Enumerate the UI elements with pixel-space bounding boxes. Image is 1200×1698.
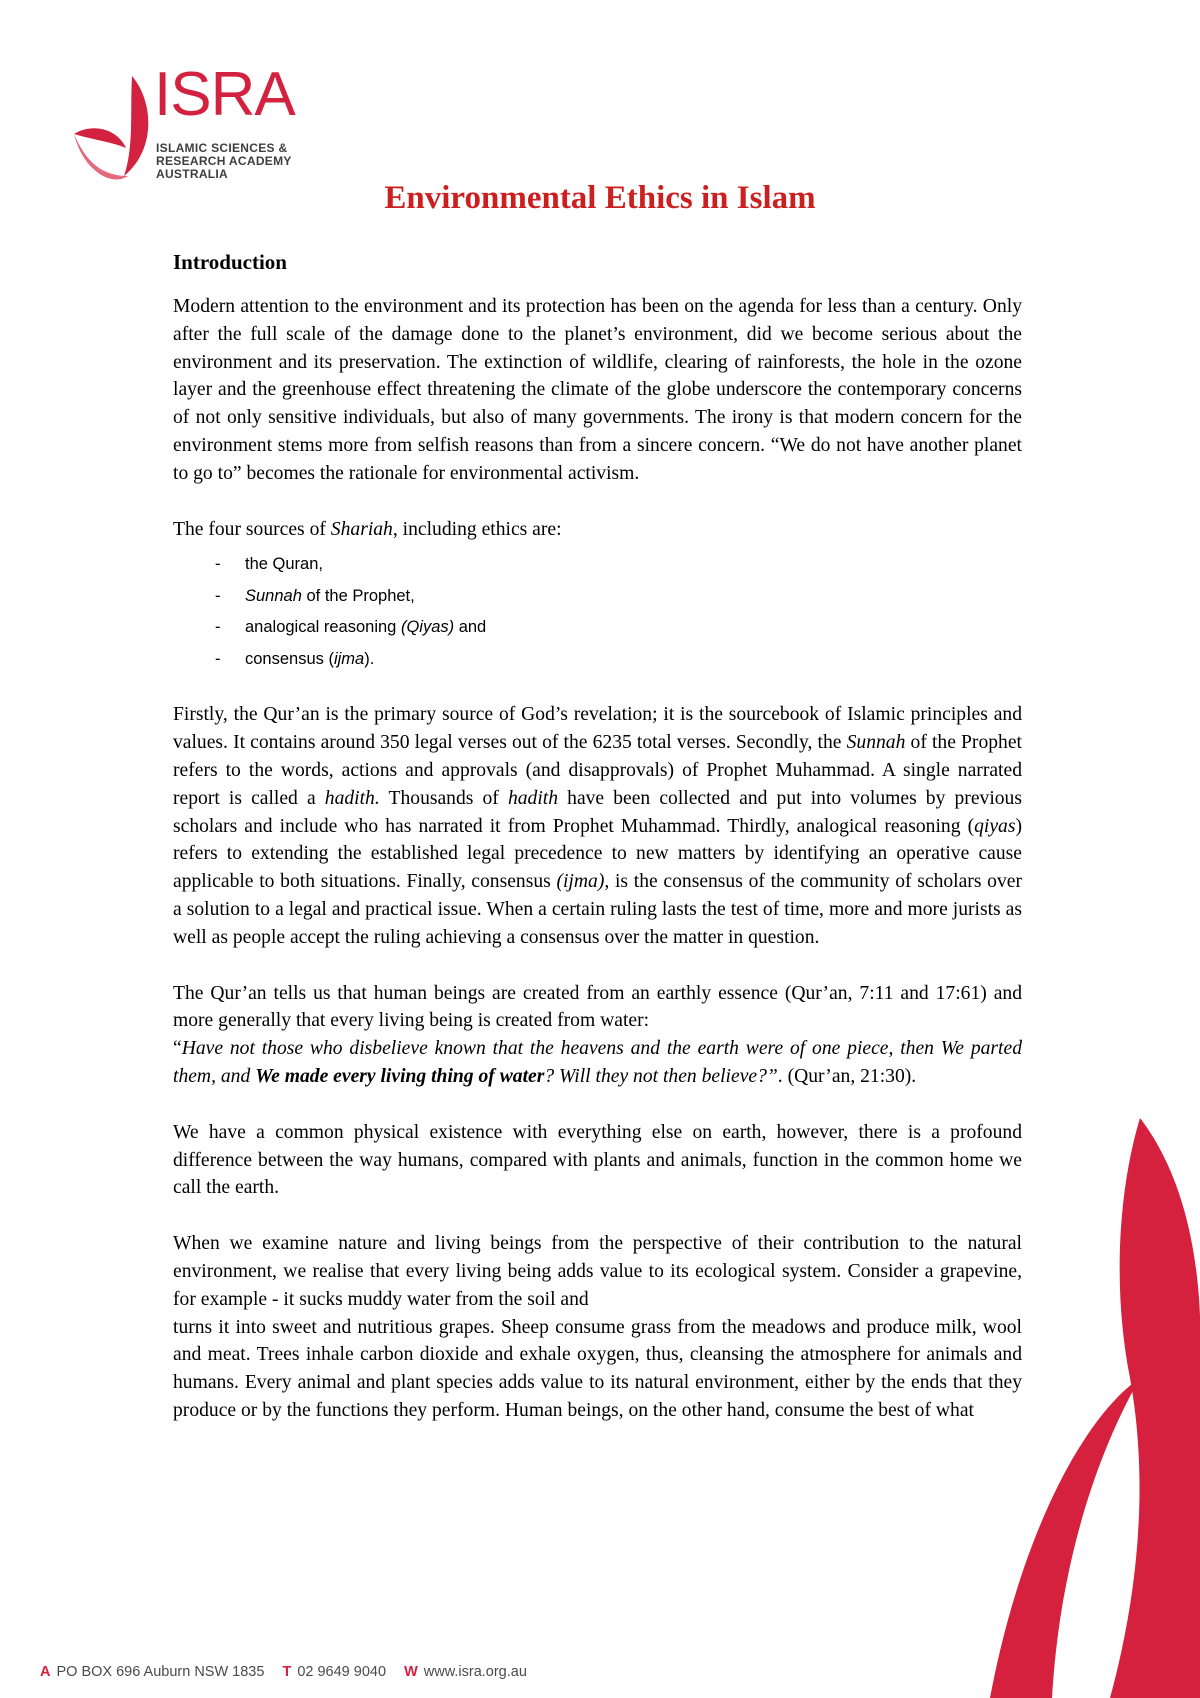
text-run: Thousands of (379, 787, 508, 809)
footer-address-key: A (40, 1664, 51, 1680)
text-run: Firstly, the Qur’an is the primary source of God’s revelation; it is the sourcebook of Islamic principles and values. It contains around 350 legal verses out of the 6235 total verses. Secondly, the (173, 704, 1022, 754)
footer-phone: 02 9649 9040 (297, 1664, 387, 1680)
page-title: Environmental Ethics in Islam (384, 180, 816, 216)
footer-web-key: W (404, 1664, 418, 1680)
list-text: the Quran, (245, 555, 323, 574)
paragraph-contribution: When we examine nature and living beings from the perspective of their contribution to the natural environment, we realise that every living being adds value to its ecological system. Consider a grapevine, for example - it sucks muddy water from the soil and (173, 1233, 1022, 1310)
quote-emphasis: We made every living thing of water (255, 1065, 545, 1087)
list-item (173, 644, 1022, 676)
document-body (173, 250, 1022, 1453)
text-run: , including ethics are: (392, 518, 562, 540)
emphasis: (ijma) (556, 871, 605, 893)
footer-contact (40, 1664, 541, 1680)
emphasis: hadith. (324, 787, 380, 809)
text-run: ) refers to extending the established legal precedence to new matters by identifying an operative cause applicable to both situations. Finally, consensus (173, 815, 1022, 893)
text-run: The four sources of (173, 518, 331, 540)
emphasis: ijma (333, 649, 365, 668)
emphasis: (Qiyas) (400, 618, 455, 637)
section-heading: Introduction (173, 250, 287, 274)
footer-address: PO BOX 696 Auburn NSW 1835 (56, 1664, 265, 1680)
logo-subtitle-line: RESEARCH ACADEMY (156, 154, 292, 168)
list-text: ). (364, 649, 375, 668)
list-item (173, 581, 1022, 613)
paragraph-quran-quote (173, 980, 1022, 1091)
text-run: , is the consensus of the community of scholars over a solution to a legal and practical issue. When a certain ruling lasts the test of time, more and more jurists as well as people accept the ruling achieving a consensus over the matter in question. (173, 871, 1022, 948)
logo-subtitle-line: ISLAMIC SCIENCES & (156, 141, 288, 155)
paragraph-intro: Modern attention to the environment and its protection has been on the agenda for less than a century. Only after the full scale of the damage done to the planet’s environment, did we become serious about the environment and its preservation. The extinction of wildlife, clearing of rainforests, the hole in the ozone layer and the greenhouse effect threatening the climate of the globe underscore the contemporary concerns of not only sensitive individuals, but also of many governments. The irony is that modern concern for the environment stems more from selfish reasons than from a sincere concern. “We do not have another planet to go to” becomes the rationale for environmental activism. (173, 296, 1022, 484)
emphasis: Shariah (330, 518, 393, 540)
list-text: of the Prophet, (301, 586, 415, 605)
quote-text: Have not those who disbelieve known that the heavens and the earth were of one piece, then We parted them, and (173, 1038, 1022, 1087)
sources-intro (173, 516, 1022, 544)
text-run: The Qur’an tells us that human beings are created from an earthly essence (Qur’an, 7:11 and 17:61) and more generally that every living being is created from water: (173, 982, 1022, 1032)
list-text: analogical reasoning (245, 618, 401, 637)
paragraph-contribution-cont: turns it into sweet and nutritious grapes. Sheep consume grass from the meadows and produce milk, wool and meat. Trees inhale carbon dioxide and exhale oxygen, thus, cleansing the atmosphere for animals and humans. Every animal and plant species adds value to its natural environment, either by the ends that they produce or by the functions they perform. Human beings, on the other hand, consume the best of what (173, 1316, 1022, 1421)
logo-subtitle (156, 142, 292, 181)
list-text: consensus ( (245, 649, 334, 668)
paragraph-common-existence: We have a common physical existence with everything else on earth, however, there is a profound difference between the way humans, compared with plants and animals, function in the common home we call the earth. (173, 1121, 1022, 1199)
logo-subtitle-line: AUSTRALIA (156, 167, 229, 181)
paragraph-sources (173, 701, 1022, 951)
list-item (173, 612, 1022, 644)
butterfly-logo-icon (72, 72, 162, 190)
sources-list (173, 549, 1022, 675)
emphasis: qiyas (974, 815, 1016, 837)
quote-text: ? Will they not then believe?” (544, 1065, 778, 1087)
emphasis: hadith (507, 787, 559, 809)
footer-phone-key: T (282, 1664, 292, 1680)
emphasis: Sunnah (846, 732, 906, 754)
text-run: of the Prophet refers to the words, actions and approvals (and disapprovals) of Prophet Muhammad. A single narrated report is called a (173, 732, 1022, 809)
emphasis: Sunnah (245, 586, 302, 605)
footer-website: www.isra.org.au (423, 1664, 527, 1680)
logo-wordmark: ISRA (154, 60, 295, 129)
quote-reference: . (Qur’an, 21:30). (777, 1065, 917, 1087)
text-run: “ (173, 1038, 182, 1060)
text-run: have been collected and put into volumes by previous scholars and include who has narrated it from Prophet Muhammad. Thirdly, analogical reasoning ( (173, 787, 1022, 837)
isra-logo (72, 60, 312, 190)
list-item (173, 549, 1022, 581)
list-text: and (454, 618, 487, 637)
